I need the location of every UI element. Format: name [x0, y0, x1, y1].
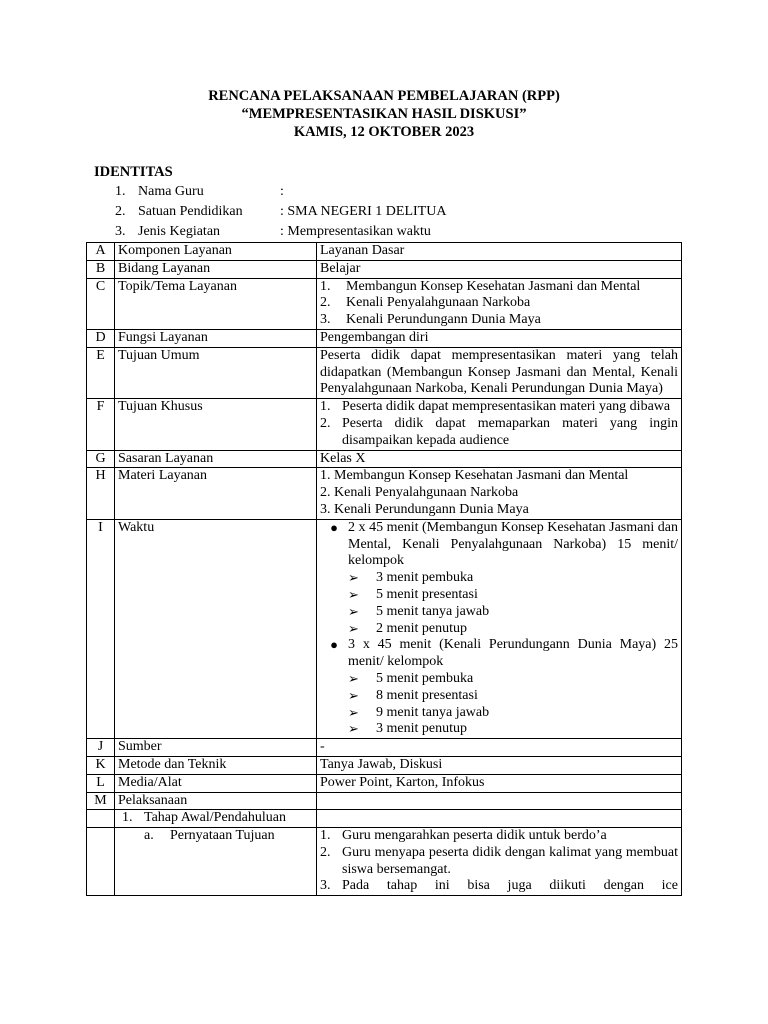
- row-code: G: [87, 450, 115, 468]
- table-row: [87, 468, 682, 519]
- list-item: [320, 604, 678, 621]
- list-text: Membangun Konsep Kesehatan Jasmani dan Mental: [346, 278, 641, 294]
- row-code: L: [87, 774, 115, 792]
- stage-title: Tahap Awal/Pendahuluan: [144, 810, 286, 826]
- list-text: 5 menit presentasi: [376, 586, 478, 602]
- row-code: K: [87, 756, 115, 774]
- list-text: 5 menit pembuka: [376, 670, 474, 686]
- table-row: [87, 828, 682, 896]
- list-text: 3 x 45 menit (Kenali Perundungann Dunia Maya) 25 menit/ kelompok: [348, 637, 678, 670]
- row-label: Sasaran Layanan: [115, 450, 317, 468]
- doc-title-line-3: KAMIS, 12 OKTOBER 2023: [293, 124, 475, 140]
- row-label: Fungsi Layanan: [115, 329, 317, 347]
- list-item: [320, 416, 678, 450]
- row-code: D: [87, 329, 115, 347]
- identitas-item: [115, 183, 284, 200]
- row-code: [87, 828, 115, 896]
- identitas-item: [115, 203, 446, 220]
- table-row: [87, 810, 682, 828]
- list-text: 2 x 45 menit (Membangun Konsep Kesehatan Jasmani dan Mental, Kenali Penyalahgunaan Narkoba) 15 menit/ kelompok: [348, 519, 678, 569]
- list-item: [320, 312, 678, 329]
- row-label: Bidang Layanan: [115, 260, 317, 278]
- arrowhead-bullet-icon: ➢: [348, 704, 359, 720]
- list-number: 3.: [320, 312, 331, 328]
- table-row: [87, 243, 682, 261]
- list-text: Kenali Penyalahgunaan Narkoba: [346, 295, 531, 311]
- arrowhead-bullet-icon: ➢: [348, 670, 359, 686]
- table-row: [87, 792, 682, 810]
- row-value: -: [317, 739, 682, 757]
- row-value: Pengembangan diri: [317, 329, 682, 347]
- stage-number: 1.: [122, 810, 133, 826]
- list-text: Guru menyapa peserta didik dengan kalimat yang membuat siswa bersemangat.: [342, 844, 678, 877]
- table-row: [87, 260, 682, 278]
- row-value: Tanya Jawab, Diskusi: [317, 756, 682, 774]
- row-code: E: [87, 347, 115, 398]
- list-number: 2.: [320, 415, 331, 431]
- identitas-number: 3.: [115, 224, 126, 239]
- row-value: [317, 468, 682, 519]
- table-row: [87, 519, 682, 738]
- identitas-item: [115, 223, 431, 240]
- list-number: 3.: [320, 878, 331, 894]
- row-value: Peserta didik dapat mempresentasikan materi yang telah didapatkan (Membangun Konsep Jasmani dan Mental, Kenali Penyalahgunaan Narkoba, Kenali Perundungan Dunia Maya): [317, 347, 682, 398]
- row-value: Kelas X: [317, 450, 682, 468]
- row-value: [317, 278, 682, 329]
- row-value: [317, 519, 682, 738]
- substage-heading: [118, 828, 313, 845]
- filled-circle-bullet-icon: ●: [330, 637, 338, 653]
- list-item: [320, 295, 678, 312]
- rpp-table: [86, 242, 682, 896]
- list-item: [320, 688, 678, 705]
- row-value: [317, 828, 682, 896]
- row-label: Tujuan Khusus: [115, 399, 317, 450]
- list-item: [320, 705, 678, 722]
- list-item: [320, 828, 678, 845]
- list-item: 2. Kenali Penyalahgunaan Narkoba: [320, 485, 519, 501]
- list-text: Guru mengarahkan peserta didik untuk berdo’a: [342, 828, 607, 844]
- row-label: Tujuan Umum: [115, 347, 317, 398]
- row-code: J: [87, 739, 115, 757]
- list-number: 2.: [320, 295, 331, 311]
- row-label: Sumber: [115, 739, 317, 757]
- stage-heading: [118, 810, 313, 827]
- identitas-heading: IDENTITAS: [94, 164, 173, 180]
- row-code: B: [87, 260, 115, 278]
- identitas-label: Satuan Pendidikan: [138, 204, 243, 219]
- row-code: A: [87, 243, 115, 261]
- arrowhead-bullet-icon: ➢: [348, 603, 359, 619]
- list-item: [320, 621, 678, 638]
- row-code: I: [87, 519, 115, 738]
- list-item: 1. Membangun Konsep Kesehatan Jasmani dan Mental: [320, 468, 629, 484]
- table-row: [87, 329, 682, 347]
- row-value: Belajar: [317, 260, 682, 278]
- list-number: 1.: [320, 278, 331, 294]
- list-text: Peserta didik dapat memaparkan materi yang ingin disampaikan kepada audience: [342, 415, 678, 448]
- list-item: [320, 279, 678, 296]
- row-label: Waktu: [115, 519, 317, 738]
- row-code: [87, 810, 115, 828]
- identitas-value: :: [280, 184, 284, 199]
- table-row: [87, 347, 682, 398]
- filled-circle-bullet-icon: ●: [330, 519, 338, 535]
- table-row: [87, 774, 682, 792]
- identitas-value: : Mempresentasikan waktu: [280, 224, 431, 239]
- arrowhead-bullet-icon: ➢: [348, 586, 359, 602]
- list-item: [320, 637, 678, 671]
- row-value: Power Point, Karton, Infokus: [317, 774, 682, 792]
- row-label: Topik/Tema Layanan: [115, 278, 317, 329]
- row-code: M: [87, 792, 115, 810]
- list-item: [320, 721, 678, 738]
- row-value: Layanan Dasar: [317, 243, 682, 261]
- list-item: [320, 878, 678, 895]
- list-number: 1.: [320, 828, 331, 844]
- identitas-number: 1.: [115, 184, 126, 199]
- list-text: 5 menit tanya jawab: [376, 603, 490, 619]
- table-row: [87, 450, 682, 468]
- list-item: [320, 520, 678, 570]
- row-value: [317, 810, 682, 828]
- list-number: 1.: [320, 399, 331, 415]
- list-number: 2.: [320, 844, 331, 860]
- list-text: Pada tahap ini bisa juga diikuti dengan ice: [342, 878, 678, 894]
- list-item: [320, 399, 678, 416]
- row-label: [115, 810, 317, 828]
- row-label: Pelaksanaan: [115, 792, 317, 810]
- list-text: 2 menit penutup: [376, 620, 467, 636]
- row-label: Materi Layanan: [115, 468, 317, 519]
- row-value: [317, 792, 682, 810]
- row-code: C: [87, 278, 115, 329]
- row-value: [317, 399, 682, 450]
- list-item: [320, 587, 678, 604]
- list-text: Kenali Perundungann Dunia Maya: [346, 312, 541, 328]
- row-code: F: [87, 399, 115, 450]
- identitas-value: : SMA NEGERI 1 DELITUA: [280, 204, 447, 219]
- identitas-label: Jenis Kegiatan: [138, 224, 221, 239]
- doc-title-line-1: RENCANA PELAKSANAAN PEMBELAJARAN (RPP): [208, 88, 560, 104]
- list-item: 3. Kenali Perundungann Dunia Maya: [320, 501, 529, 517]
- row-label: Komponen Layanan: [115, 243, 317, 261]
- list-text: 9 menit tanya jawab: [376, 704, 490, 720]
- arrowhead-bullet-icon: ➢: [348, 721, 359, 737]
- list-item: [320, 845, 678, 879]
- row-label: Metode dan Teknik: [115, 756, 317, 774]
- arrowhead-bullet-icon: ➢: [348, 570, 359, 586]
- list-item: [320, 671, 678, 688]
- identitas-number: 2.: [115, 204, 126, 219]
- list-text: 3 menit penutup: [376, 721, 467, 737]
- substage-letter: a.: [144, 828, 154, 844]
- arrowhead-bullet-icon: ➢: [348, 687, 359, 703]
- identitas-label: Nama Guru: [138, 184, 204, 199]
- row-code: H: [87, 468, 115, 519]
- list-item: [320, 570, 678, 587]
- list-text: Peserta didik dapat mempresentasikan materi yang dibawa: [342, 399, 671, 415]
- row-label: [115, 828, 317, 896]
- table-row: [87, 399, 682, 450]
- table-row: [87, 756, 682, 774]
- doc-title-line-2: “MEMPRESENTASIKAN HASIL DISKUSI”: [241, 106, 527, 122]
- table-row: [87, 278, 682, 329]
- row-label: Media/Alat: [115, 774, 317, 792]
- substage-title: Pernyataan Tujuan: [170, 828, 275, 844]
- list-text: 3 menit pembuka: [376, 570, 474, 586]
- list-text: 8 menit presentasi: [376, 687, 478, 703]
- table-row: [87, 739, 682, 757]
- arrowhead-bullet-icon: ➢: [348, 620, 359, 636]
